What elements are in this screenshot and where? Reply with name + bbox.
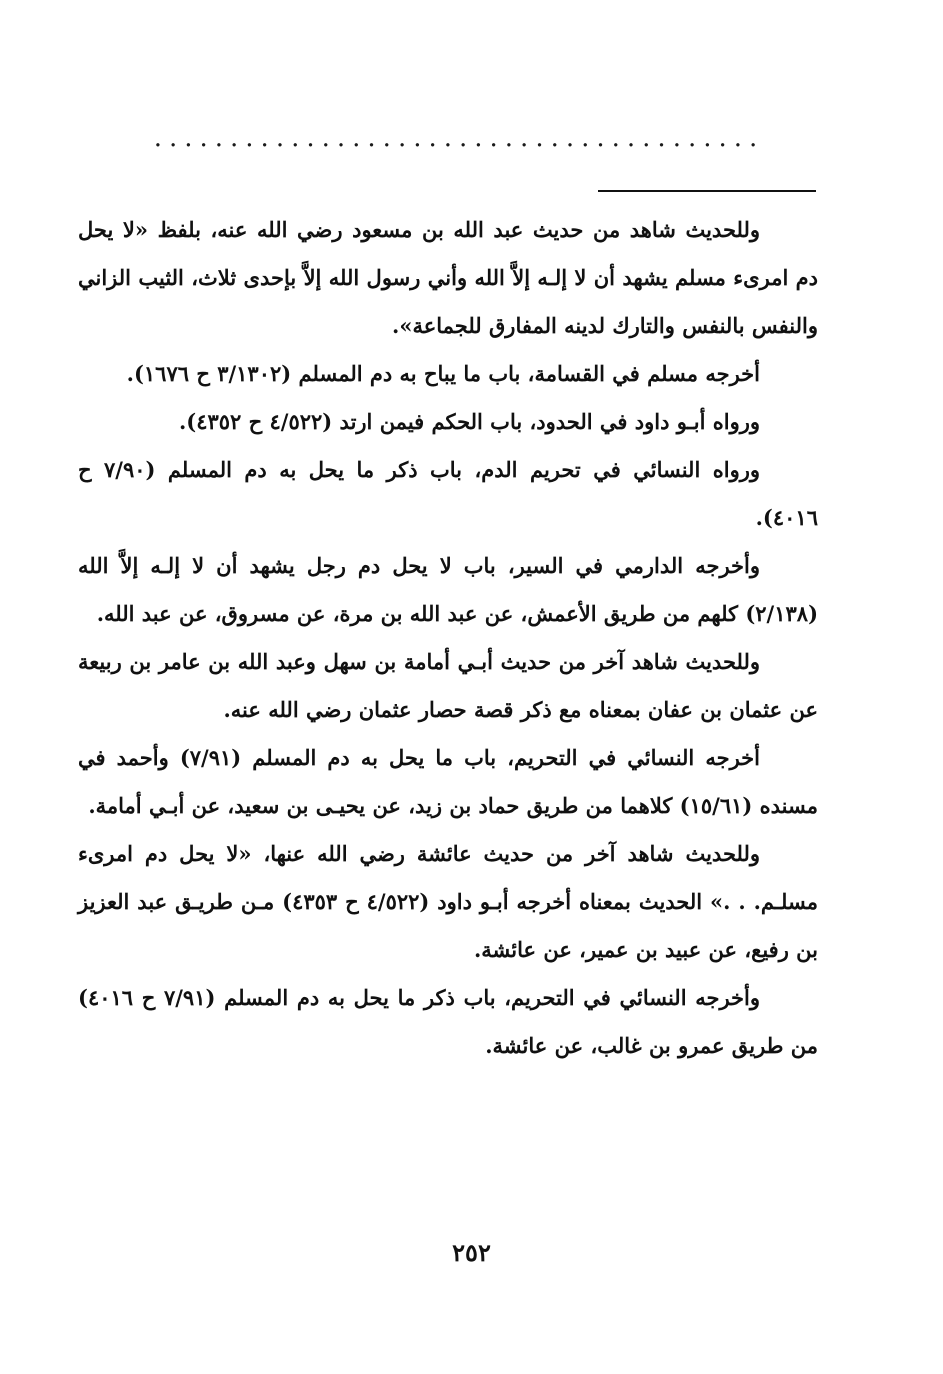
paragraph-nasai-aisha-citation: وأخرجه النسائي في التحريم، باب ذكر ما يحل به دم المسلم (٧/٩١ ح ٤٠١٦) من طريق عمرو بن غالب، عن عائشة. — [78, 985, 818, 1058]
paragraph-nasai-ahmad-citation: أخرجه النسائي في التحريم، باب ما يحل به دم المسلم (٧/٩١) وأحمد في مسنده (١٥/٦١) كلاهما من طريق حماد بن زيد، عن يحيـى بن سعيد، عن أبـي أمامة. — [78, 745, 818, 818]
paragraph-muslim-citation: أخرجه مسلم في القسامة، باب ما يباح به دم المسلم (٣/١٣٠٢ ح ١٦٧٦). — [126, 361, 760, 386]
footnote-body — [78, 206, 818, 1070]
paragraph-aisha-witness: وللحديث شاهد آخر من حديث عائشة رضي الله عنها، «لا يحل دم امرىء مسلـم. . .» الحديث بمعناه أخرجه أبـو داود (٤/٥٢٢ ح ٤٣٥٣) مـن طريـق عبد العزيز بن رفيع، عن عبيد بن عمير، عن عائشة. — [78, 841, 818, 962]
paragraph-ibn-masud-witness: وللحديث شاهد من حديث عبد الله بن مسعود رضي الله عنه، بلفظ «لا يحل دم امرىء مسلم يشهد أن لا إلـه إلاَّ الله وأني رسول الله إلاَّ بإحدى ثلاث، الثيب الزاني والنفس بالنفس والتارك لدينه المفارق للجماعة». — [78, 217, 818, 338]
page-number: ٢٥٢ — [452, 1238, 491, 1267]
dotted-separator: ........................................ — [153, 123, 765, 153]
footnote-rule — [598, 190, 816, 192]
paragraph-darimi-citation: وأخرجه الدارمي في السير، باب لا يحل دم رجل يشهد أن لا إلـه إلاَّ الله (٢/١٣٨) كلهم من طريق الأعمش، عن عبد الله بن مرة، عن مسروق، عن عبد الله. — [78, 553, 818, 626]
paragraph-abu-umama-witness: وللحديث شاهد آخر من حديث أبـي أمامة بن سهل وعبد الله بن عامر بن ربيعة عن عثمان بن عفان بمعناه مع ذكر قصة حصار عثمان رضي الله عنه. — [78, 649, 818, 722]
paragraph-abu-dawud-citation: ورواه أبـو داود في الحدود، باب الحكم فيمن ارتد (٤/٥٢٢ ح ٤٣٥٢). — [178, 409, 760, 434]
paragraph-nasai-citation: ورواه النسائي في تحريم الدم، باب ذكر ما يحل به دم المسلم (٧/٩٠ ح ٤٠١٦). — [78, 457, 818, 530]
